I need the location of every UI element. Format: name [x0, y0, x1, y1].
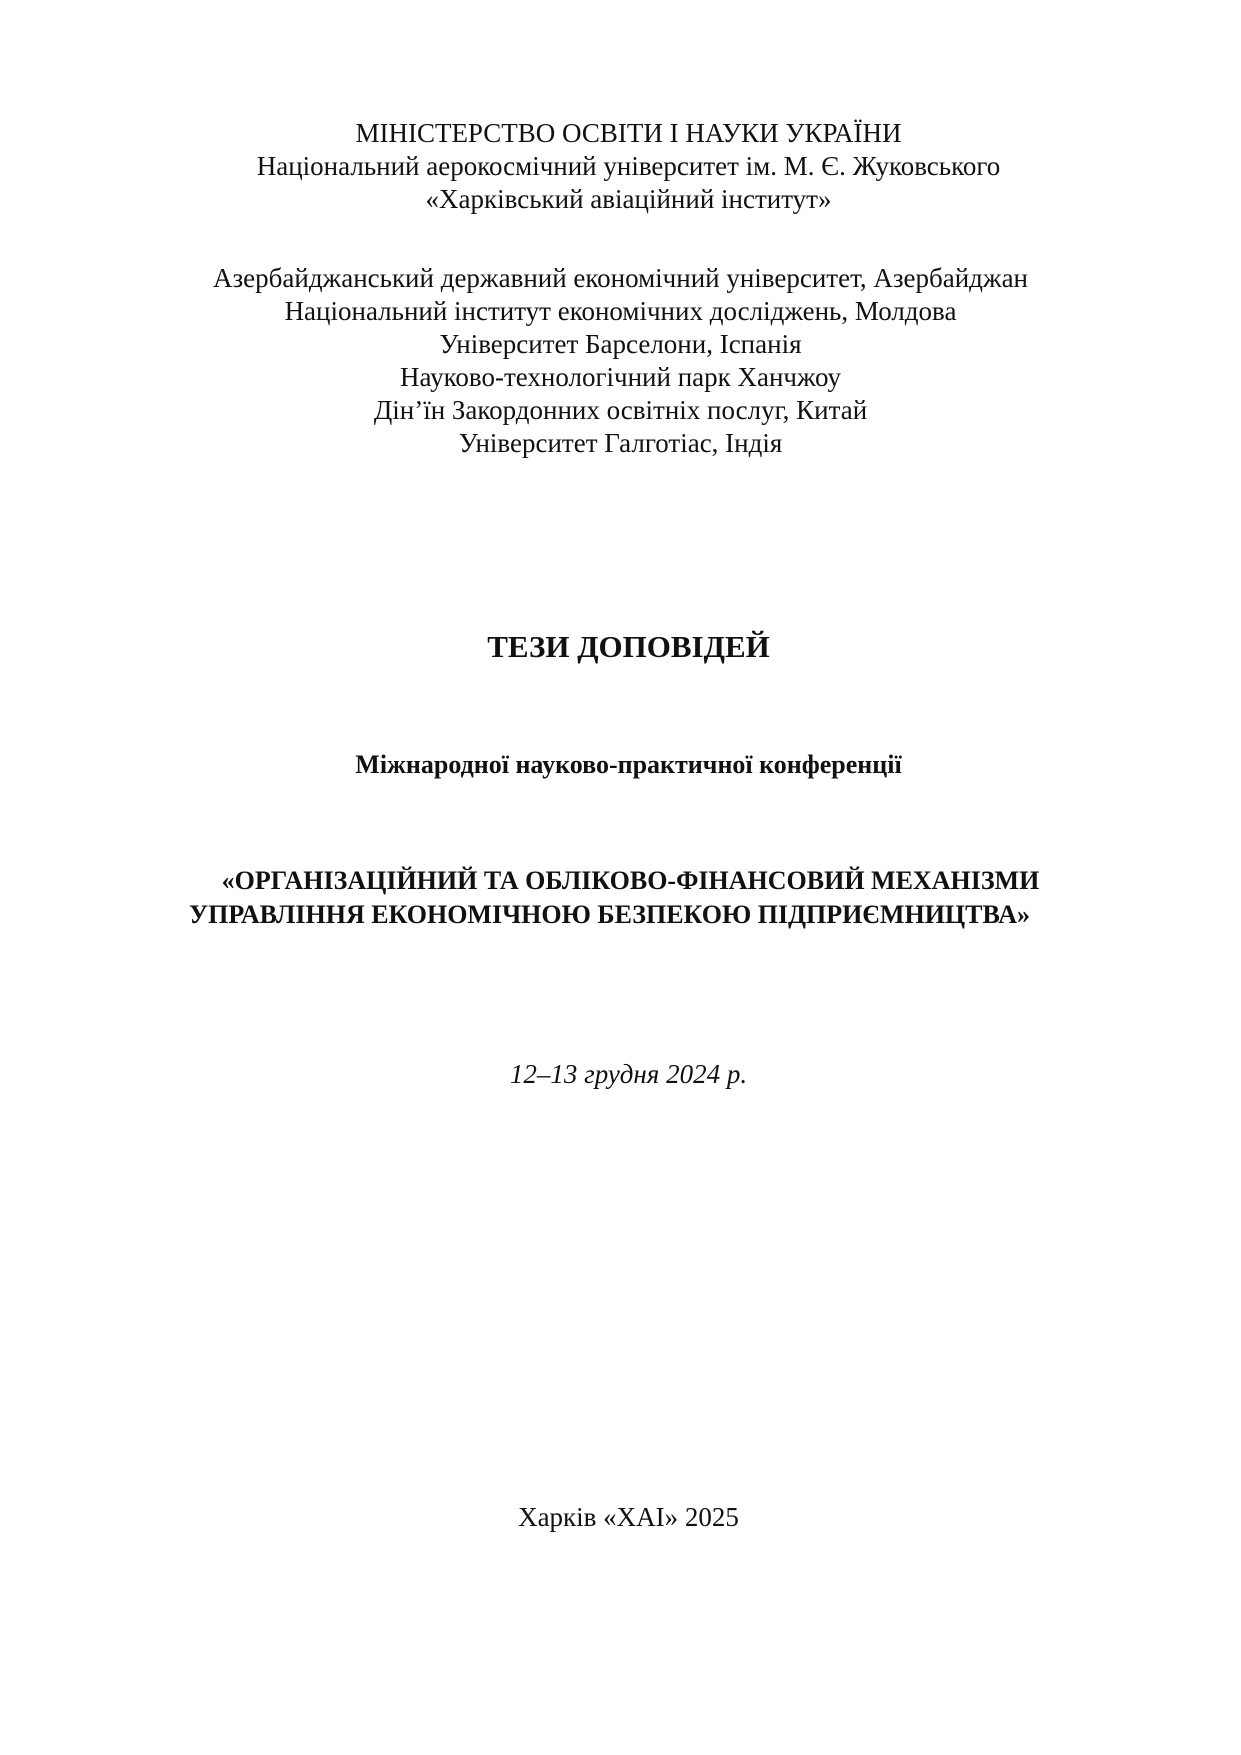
- conference-theme-line-1: «ОРГАНІЗАЦІЙНИЙ ТА ОБЛІКОВО-ФІНАНСОВИЙ МЕХАНІЗМИ: [221, 866, 1040, 895]
- partner-item: Науково-технологічний парк Ханчжоу: [400, 362, 841, 392]
- ministry-name: МІНІСТЕРСТВО ОСВІТИ І НАУКИ УКРАЇНИ: [355, 118, 902, 148]
- partner-item: Університет Барселони, Іспанія: [439, 329, 802, 359]
- partner-item: Національний інститут економічних досліджень, Молдова: [284, 296, 957, 326]
- partner-item: Університет Галготіас, Індія: [458, 428, 783, 458]
- institute-name: «Харківський авіаційний інститут»: [425, 184, 832, 214]
- conference-date: 12–13 грудня 2024 р.: [509, 1059, 748, 1089]
- university-name: Національний аерокосмічний університет ім. М. Є. Жуковського: [256, 151, 1001, 181]
- conference-subtitle: Міжнародної науково-практичної конференції: [355, 750, 902, 779]
- document-title: ТЕЗИ ДОПОВІДЕЙ: [487, 629, 770, 664]
- publisher-imprint: Харків «ХАІ» 2025: [518, 1502, 739, 1532]
- partner-item: Дін’їн Закордонних освітніх послуг, Китай: [373, 395, 868, 425]
- partner-item: Азербайджанський державний економічний університет, Азербайджан: [213, 263, 1028, 293]
- conference-theme-line-2: УПРАВЛІННЯ ЕКОНОМІЧНОЮ БЕЗПЕКОЮ ПІДПРИЄМНИЦТВА»: [189, 900, 1030, 929]
